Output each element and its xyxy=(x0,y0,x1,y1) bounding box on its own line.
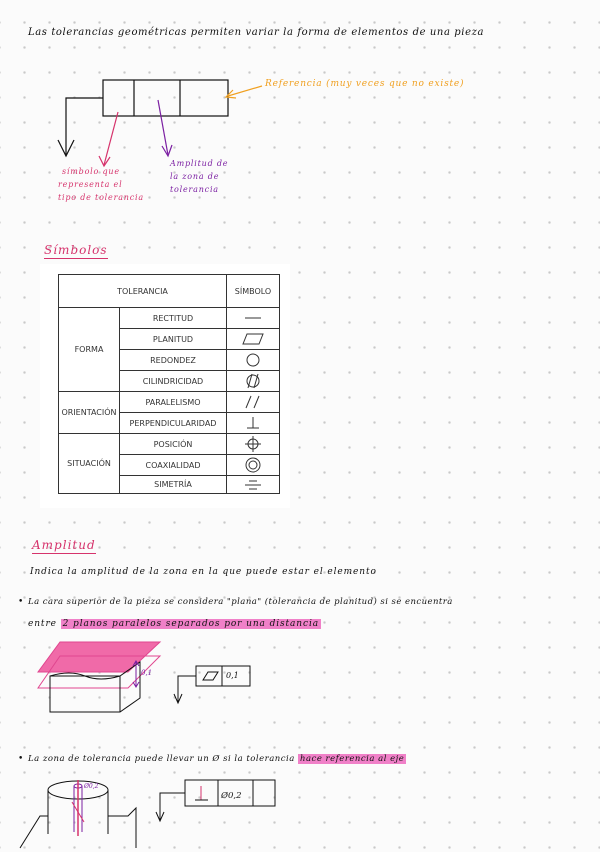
fig1-dim-label: 0,1 xyxy=(141,669,153,677)
paralelismo-symbol-icon xyxy=(227,392,280,413)
redondez-symbol-icon xyxy=(227,350,280,371)
bullet1-line1: La cara superior de la pieza se considera "plana" (tolerancia de planitud) si se encuentra xyxy=(28,597,453,607)
coaxialidad-symbol-icon xyxy=(227,455,280,476)
simbolo-label-1: símbolo que xyxy=(62,167,120,176)
bullet1-dot: • xyxy=(18,597,24,607)
tolerance-redondez: REDONDEZ xyxy=(120,350,227,371)
posicion-symbol-icon xyxy=(227,434,280,455)
simbolo-label-2: representa el xyxy=(58,180,123,189)
col-header-tolerancia: TOLERANCIA xyxy=(59,275,227,308)
bullet2-line xyxy=(28,755,406,764)
bullet1-line2 xyxy=(28,620,321,629)
planitud-figure xyxy=(0,636,600,726)
amplitud-label-2: la zona de xyxy=(170,172,220,181)
tolerance-cilindricidad: CILINDRICIDAD xyxy=(120,371,227,392)
bullet2-text: La zona de tolerancia puede llevar un Ø si la tolerancia xyxy=(28,754,295,764)
category-orientacion: ORIENTACIÓN xyxy=(59,392,120,434)
fig1-frame-value: 0,1 xyxy=(226,671,239,680)
perpendicularidad-symbol-icon xyxy=(227,413,280,434)
tolerance-table xyxy=(58,274,280,494)
category-forma: FORMA xyxy=(59,308,120,392)
tolerance-rectitud: RECTITUD xyxy=(120,308,227,329)
rectitud-symbol-icon xyxy=(227,308,280,329)
tolerance-perpendicularidad: PERPENDICULARIDAD xyxy=(120,413,227,434)
amplitud-heading: Amplitud xyxy=(32,538,96,552)
tolerance-coaxialidad: COAXIALIDAD xyxy=(120,455,227,476)
bullet1-prefix: entre xyxy=(28,619,57,629)
referencia-label: Referencia (muy veces que no existe) xyxy=(265,79,465,89)
category-situacion: SITUACIÓN xyxy=(59,434,120,494)
fig2-dim-label: Ø0,2 xyxy=(84,783,99,790)
bullet1-highlight: 2 planos paralelos separados por una distancia xyxy=(62,619,319,629)
col-header-simbolo: SÍMBOLO xyxy=(227,275,280,308)
simbolos-heading: Símbolos xyxy=(44,243,108,257)
amplitud-label-1: Amplitud de xyxy=(170,159,229,168)
simetria-symbol-icon xyxy=(227,476,280,494)
tolerance-simetria: SIMETRÍA xyxy=(120,476,227,494)
simbolo-label-3: tipo de tolerancia xyxy=(58,193,144,202)
tolerance-planitud: PLANITUD xyxy=(120,329,227,350)
bullet2-highlight: hace referencia al eje xyxy=(300,754,405,764)
bullet2-dot: • xyxy=(18,754,24,764)
intro-text: Las tolerancias geométricas permiten variar la forma de elementos de una pieza xyxy=(28,27,485,38)
fig2-frame-value: Ø0,2 xyxy=(221,791,242,801)
cilindricidad-symbol-icon xyxy=(227,371,280,392)
amplitud-label-3: tolerancia xyxy=(170,185,219,194)
tolerance-paralelismo: PARALELISMO xyxy=(120,392,227,413)
tolerance-posicion: POSICIÓN xyxy=(120,434,227,455)
amplitud-description: Indica la amplitud de la zona en la que puede estar el elemento xyxy=(30,567,377,577)
planitud-symbol-icon xyxy=(227,329,280,350)
